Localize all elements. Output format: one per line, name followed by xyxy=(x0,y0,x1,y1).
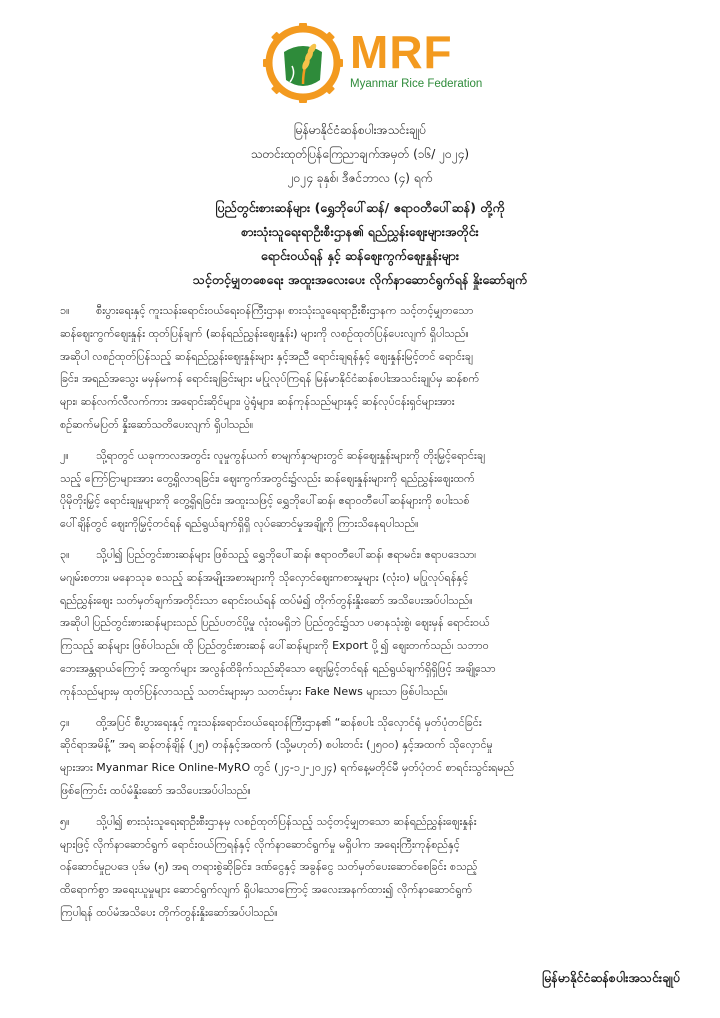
document-header xyxy=(40,118,680,190)
paragraph-line xyxy=(60,300,680,323)
notice-date: ၂၀၂၄ ခုနှစ်၊ ဒီဇင်ဘာလ (၄) ရက် xyxy=(287,171,433,185)
signature-organization: မြန်မာနိုင်ငံဆန်စပါးအသင်းချုပ် xyxy=(542,970,680,985)
paragraph-line: များအား Myanmar Rice Online-MyRO တွင် (၂၄-၁၂-၂၀၂၄) ရက်နေ့မတိုင်မီ မှတ်ပုံတင် စာရင်းသွင်းရမည် xyxy=(60,761,515,775)
paragraph-line: ပိုမိုတိုးမြှင့် ရောင်းချမှုများကို တွေ့ရှိရခြင်း၊ အထူးသဖြင့် ရွှေဘိုပေါ်ဆန်၊ ဧရာဝတီပေါ်ဆန်များကို စပါးသစ် xyxy=(60,494,470,508)
paragraph-line: အဆိုပါ ပြည်တွင်းစားဆန်များသည် ပြည်ပတင်ပို့မှု လုံးဝမရှိဘဲ ပြည်တွင်း၌သာ ပဓာနသုံးစွဲ၊ ဈေးမှန် ရောင်းဝယ် xyxy=(60,616,490,630)
paragraph-3 xyxy=(60,544,680,704)
paragraph-line xyxy=(60,712,680,735)
paragraph-line: ခြင်း၊ အရည်အသွေး မမှန်မကန် ရောင်းချခြင်းများ မပြုလုပ်ကြရန် မြန်မာနိုင်ငံဆန်စပါးအသင်းချုပ်မှ ဆန်စက် xyxy=(60,372,480,386)
paragraph-line: များ၊ ဆန်လက်လီလက်ကား အရောင်းဆိုင်များ၊ ပွဲရုံများ၊ ဆန်ကုန်သည်များနှင့် ဆန်လုပ်ငန်းရှင်များအား xyxy=(60,395,455,409)
paragraph-text: သို့ပါ၍ စားသုံးသူရေးရာဦးစီးဌာနမှ လစဉ်ထုတ်ပြန်သည့် သင့်တင့်မျှတသော ဆန်ရည်ညွှန်းဈေးနှုန်း xyxy=(96,814,477,828)
headline-line: သင့်တင့်မျှတစေရေး အထူးအလေးပေး လိုက်နာဆောင်ရွက်ရန် နှိုးဆော်ချက် xyxy=(192,272,528,287)
headline-line: စားသုံးသူရေးရာဦးစီးဌာန၏ ရည်ညွှန်းဈေးများအတိုင်း xyxy=(241,224,479,239)
paragraph-line: ကြပါရန် ထပ်မံအသိပေး တိုက်တွန်းနှိုးဆော်အပ်ပါသည်။ xyxy=(60,905,278,919)
paragraph-number: ၁။ xyxy=(60,304,70,317)
paragraph-text: စီးပွားရေးနှင့် ကူးသန်းရောင်းဝယ်ရေးဝန်ကြီးဌာန၊ စားသုံးသူရေးရာဦးစီးဌာနက သင့်တင့်မျှတသော xyxy=(96,304,474,317)
paragraph-line: ဆိုင်ရာအမိန့်” အရ ဆန်တန်ချိန် (၂၅) တန်နှင့်အထက် (သို့မဟုတ်) စပါးတင်း (၂၅၀၀) နှင့်အထက် သိုလှောင်မှု xyxy=(60,738,493,752)
logo-organization-name: Myanmar Rice Federation xyxy=(350,78,483,90)
paragraph-line: ထိရောက်စွာ အရေးယူမှုများ ဆောင်ရွက်လျက် ရှိပါသောကြောင့် အလေးအနက်ထား၍ လိုက်နာဆောင်ရွက် xyxy=(60,883,473,897)
paragraph-line: ကုန်သည်များမှ ထုတ်ပြန်လာသည့် သတင်းများမှာ သတင်းမှား Fake News များသာ ဖြစ်ပါသည်။ xyxy=(60,684,448,698)
paragraph-line: မဂျမ်းစတား၊ မနောသုခ စသည့် ဆန်အမျိုးအစားများကို သိုလှောင်ဈေးကစားမှုများ (လုံးဝ) မပြုလုပ်ရန်နှင့် xyxy=(60,570,469,584)
paragraph-line: စဉ်ဆက်မပြတ် နှိုးဆော်သတိပေးလျက် ရှိပါသည်။ xyxy=(60,417,254,431)
paragraph-line: ဆန်ဈေးကွက်ဈေးနှုန်း ထုတ်ပြန်ချက် (ဆန်ရည်ညွှန်းဈေးနှုန်း) များကို လစဉ်ထုတ်ပြန်ပေးလျက် ရှိပါသည်။ xyxy=(60,326,469,340)
paragraph-number: ၄။ xyxy=(60,715,70,729)
organization-name: မြန်မာနိုင်ငံဆန်စပါးအသင်းချုပ် xyxy=(293,123,427,137)
logo-abbreviation: MRF xyxy=(350,26,453,78)
paragraph-text: ထို့အပြင် စီးပွားရေးနှင့် ကူးသန်းရောင်းဝယ်ရေးဝန်ကြီးဌာန၏ “ဆန်စပါး သိုလှောင်ရုံ မှတ်ပုံတင်ခြင်း xyxy=(96,715,482,729)
paragraph-line: သည့် ကြော်ငြာများအား တွေ့ရှိလာရခြင်း၊ ဈေးကွက်အတွင်း၌လည်း ဆန်ဈေးနှုန်းများကို ရည်ညွှန်းဈေးထက် xyxy=(60,471,475,485)
rice-gear-logo-icon xyxy=(262,22,344,104)
paragraph-line xyxy=(60,544,680,567)
paragraph-line xyxy=(60,811,680,834)
headline-line: ပြည်တွင်းစားဆန်များ (ရွှေဘိုပေါ်ဆန်/ ဧရာဝတီပေါ်ဆန်) တို့ကို xyxy=(215,200,505,215)
paragraph-text: သို့ပါ၍ ပြည်တွင်းစားဆန်များ ဖြစ်သည့် ရွှေဘိုပေါ်ဆန်၊ ဧရာဝတီပေါ်ဆန်၊ ဧရာမင်း၊ ဧရာပဒေသာ၊ xyxy=(96,547,477,561)
paragraph-4 xyxy=(60,712,680,803)
paragraph-1 xyxy=(60,300,680,437)
mrf-logo xyxy=(262,22,482,106)
paragraph-number: ၃။ xyxy=(60,547,70,561)
paragraph-line: ရည်ညွှန်းဈေး သတ်မှတ်ချက်အတိုင်းသာ ရောင်းဝယ်ရန် ထပ်မံ၍ တိုက်တွန်းနှိုးဆော် အသိပေးအပ်ပါသည်။ xyxy=(60,593,473,607)
paragraph-line: ဝန်ဆောင်မှုဥပဒေ ပုဒ်မ (၅) အရ တရားစွဲဆိုခြင်း၊ ဒဏ်ငွေနှင့် အခွန်ငွေ သတ်မှတ်ပေးဆောင်စေခြင်း စသည့် xyxy=(60,860,478,874)
paragraph-number: ၂။ xyxy=(60,448,69,462)
paragraph-line: ဘေးအန္တရာယ်ကြောင့် အထွက်များ အလွန်ထိခိုက်သည်ဆိုသော ဈေးမြှင့်တင်ရန် ရည်ရွယ်ချက်ရှိရှိဖြင့် အချို့သော xyxy=(60,661,496,675)
paragraph-line: ဖြစ်ကြောင်း ထပ်မံနှိုးဆော် အသိပေးအပ်ပါသည်။ xyxy=(60,783,251,797)
paragraph-number: ၅။ xyxy=(60,814,70,828)
paragraph-5 xyxy=(60,811,680,925)
headline-line: ရောင်းဝယ်ရန် နှင့် ဆန်ဈေးကွက်ဈေးနှုန်းများ xyxy=(260,248,460,263)
paragraph-line: များဖြင့် လိုက်နာဆောင်ရွက် ရောင်းဝယ်ကြရန်နှင့် လိုက်နာဆောင်ရွက်မှု မရှိပါက အရေးကြီးကုန်စည်နှင့် xyxy=(60,837,460,851)
paragraph-text: သို့ရာတွင် ယခုကာလအတွင်း လူမှုကွန်ယက် စာမျက်နှာများတွင် ဆန်ဈေးနှုန်းများကို တိုးမြှင့်ရောင်းချ xyxy=(96,448,485,462)
headline xyxy=(40,196,680,292)
paragraph-line: ပေါ်ချိန်တွင် ဈေးကိုမြှင့်တင်ရန် ရည်ရွယ်ချက်ရှိရှိ လုပ်ဆောင်မှုအချို့ကို ကြားသိနေရပါသည်။ xyxy=(60,517,419,531)
paragraph-2 xyxy=(60,445,680,536)
paragraph-line: အဆိုပါ လစဉ်ထုတ်ပြန်သည့် ဆန်ရည်ညွှန်းဈေးနှုန်းများ နှင့်အညီ ရောင်းချရန်နှင့် ဈေးနှုန်းမြင့်တင် ရောင်းချ xyxy=(60,349,473,363)
paragraph-line xyxy=(60,445,680,468)
paragraph-line: ကြသည့် ဆန်များ ဖြစ်ပါသည်။ ထို ပြည်တွင်းစားဆန် ပေါ်ဆန်များကို Export ပို့၍ ဈေးတက်သည်၊ သဘာဝ xyxy=(60,639,489,653)
document-body xyxy=(60,300,680,933)
notice-number: သတင်းထုတ်ပြန်ကြေညာချက်အမှတ် (၁၆/ ၂၀၂၄) xyxy=(250,147,470,161)
